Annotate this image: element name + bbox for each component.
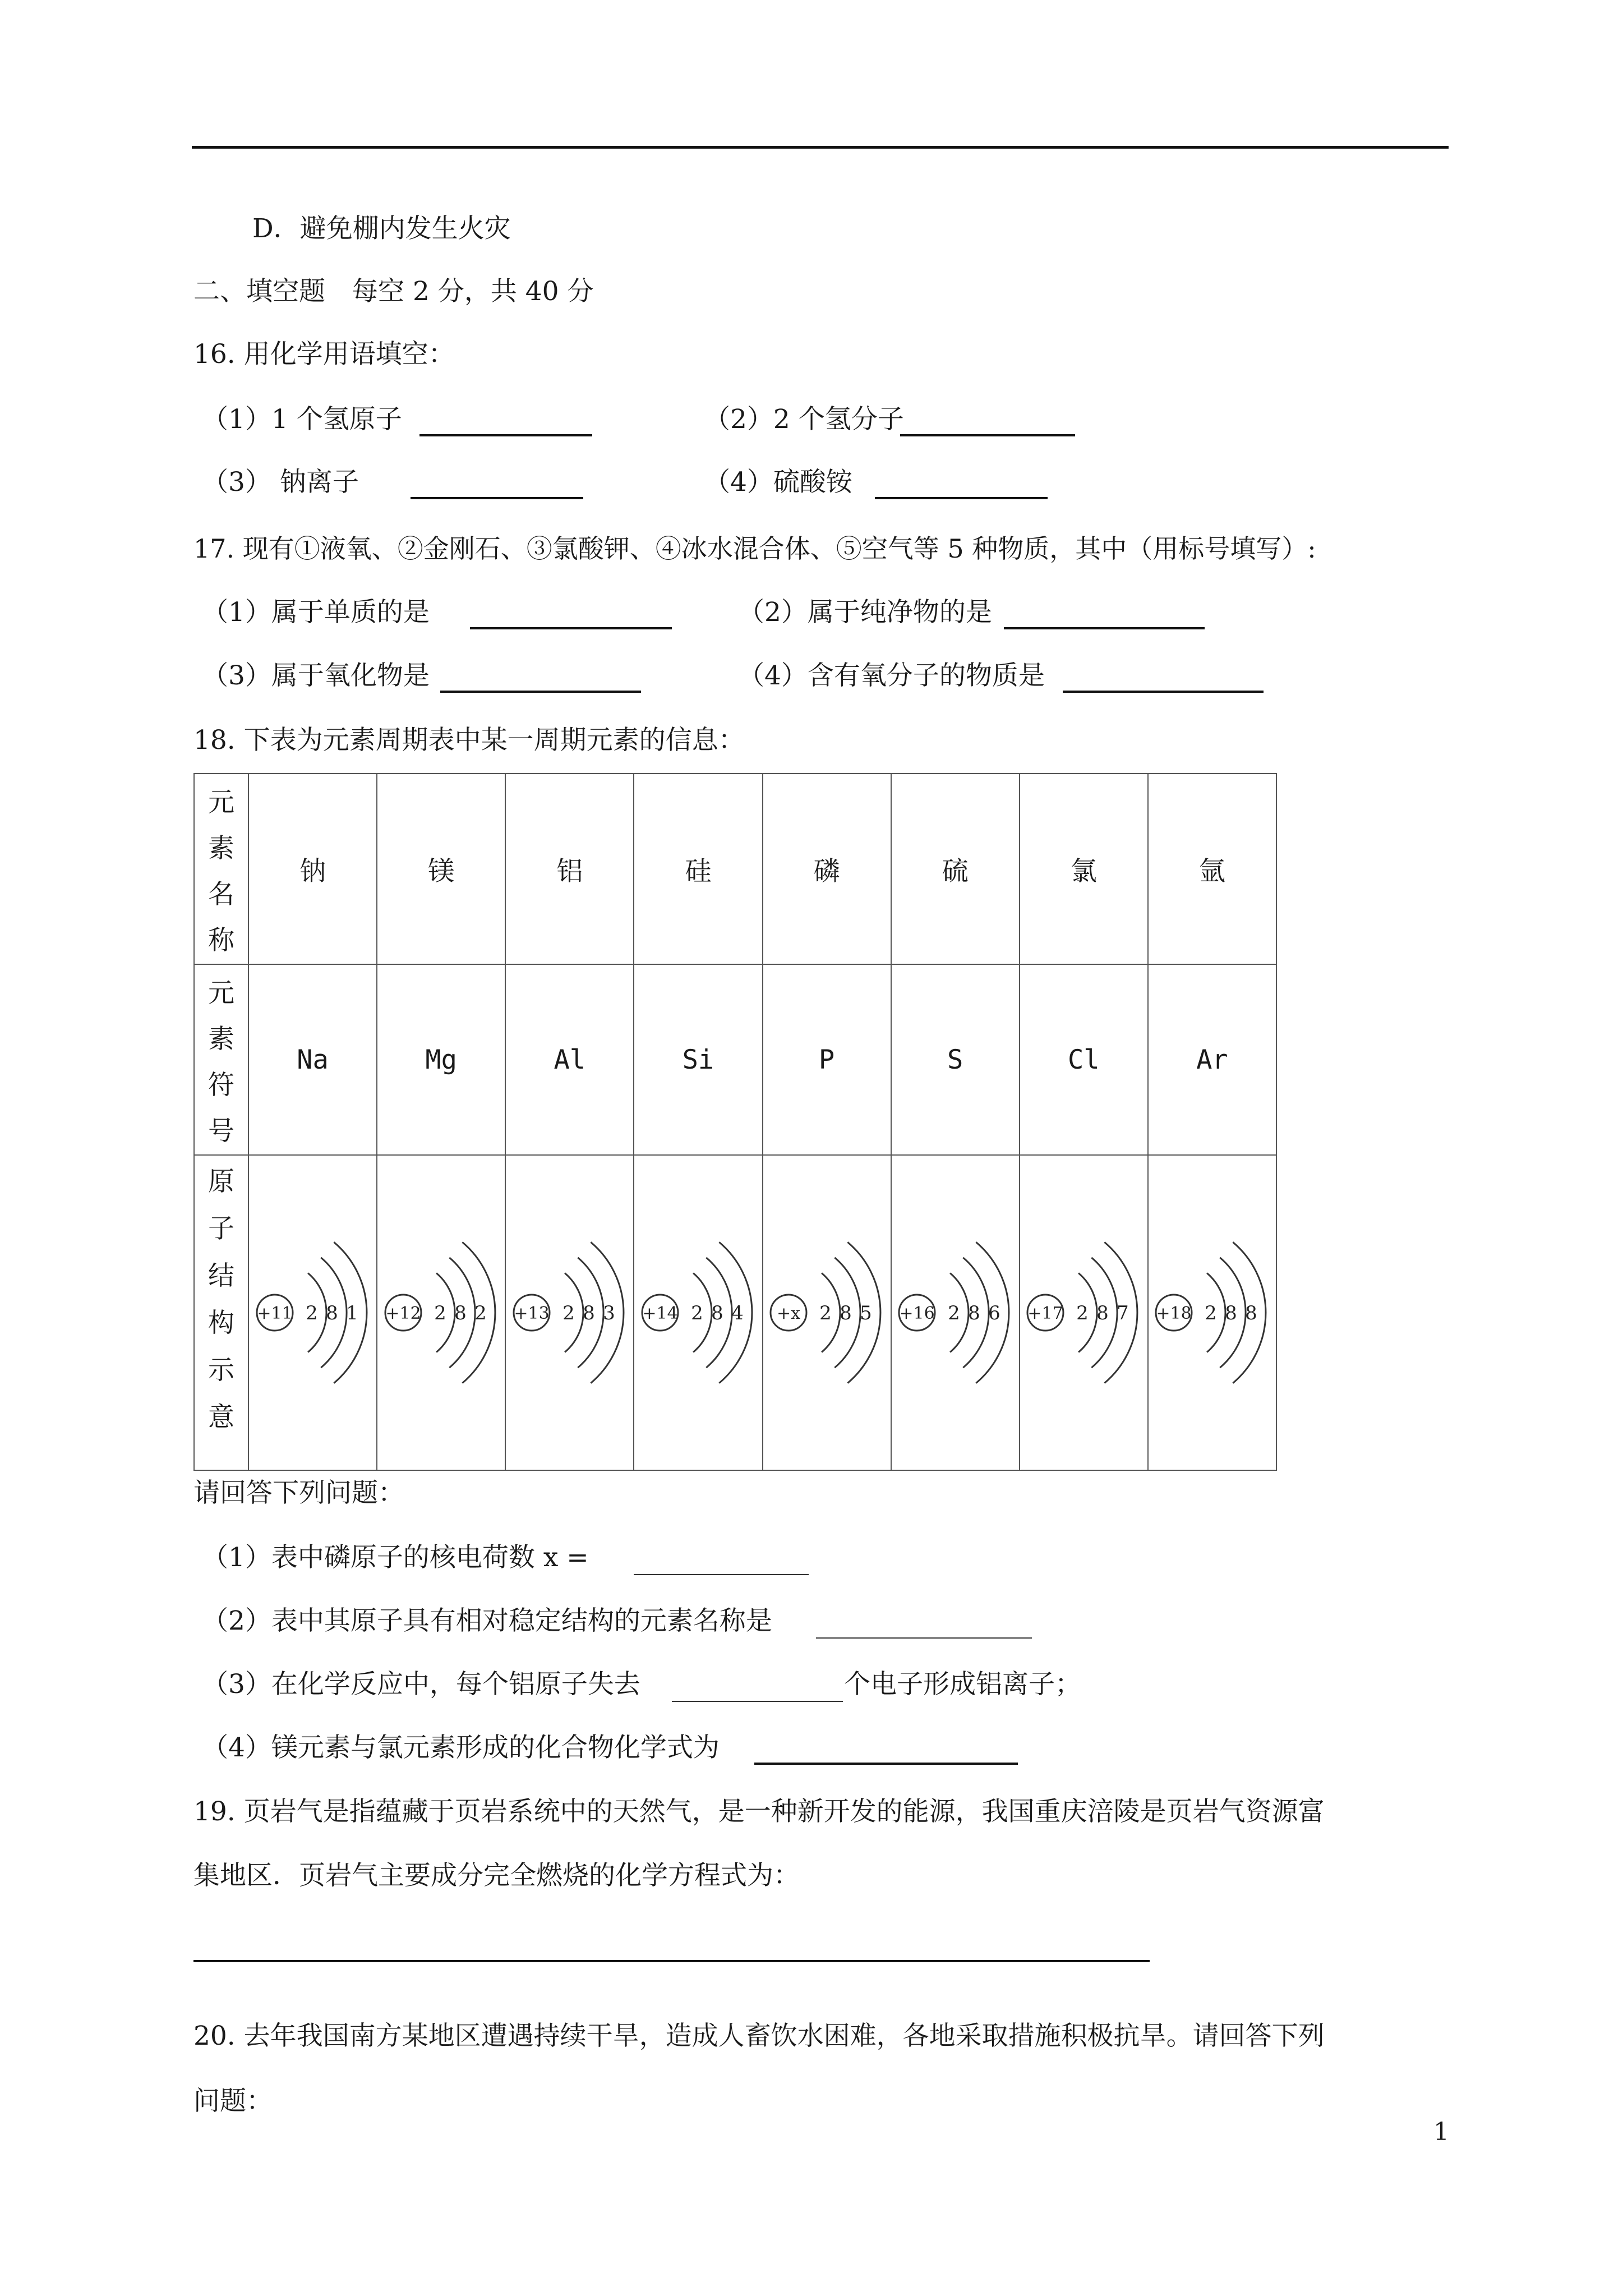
q18-sub-4	[202, 1731, 720, 1765]
symbol-p: P	[763, 964, 891, 1155]
name-phosphorus: 磷	[763, 774, 891, 964]
row-label-structure	[194, 1155, 248, 1470]
shell-electron-count: 3	[602, 1302, 615, 1324]
atom-diagram-si	[637, 1228, 760, 1397]
name-sulfur: 硫	[891, 774, 1020, 964]
atom-diagram-na	[251, 1228, 375, 1397]
name-argon: 氩	[1148, 774, 1276, 964]
page-number: 1	[1433, 2118, 1449, 2146]
shell-electron-count: 7	[1117, 1302, 1129, 1324]
q17-blank-3[interactable]	[440, 666, 641, 693]
q16-blank-1[interactable]	[419, 409, 592, 436]
q19-line-2: 集地区．页岩气主要成分完全燃烧的化学方程式为：	[193, 1860, 800, 1891]
q18-sub-3-suffix: 个电子形成铝离子；	[844, 1669, 1081, 1700]
shell-electron-count: 8	[582, 1302, 595, 1324]
nucleus-charge: +17	[1027, 1304, 1063, 1323]
shell-electron-count: 8	[1245, 1302, 1258, 1324]
q16-item-1	[202, 403, 402, 436]
q16-item-2	[704, 403, 904, 436]
shell-electron-count: 2	[691, 1302, 703, 1324]
q16-blank-3[interactable]	[411, 472, 583, 499]
atom-diagram-al	[508, 1228, 631, 1397]
atom-cell-s	[891, 1155, 1020, 1470]
q17-item-4-label: （4）含有氧分子的物质是	[738, 660, 1045, 691]
shell-electron-count: 2	[562, 1302, 575, 1324]
q18-blank-2[interactable]	[816, 1613, 1032, 1639]
nucleus-charge: +x	[777, 1304, 801, 1323]
q20-line-1: 20. 去年我国南方某地区遭遇持续干旱，造成人畜饮水困难，各地采取措施积极抗旱。请回答下列	[193, 2021, 1325, 2051]
q18-sub-2-label: （2）表中其原子具有相对稳定结构的元素名称是	[202, 1605, 772, 1636]
name-silicon: 硅	[634, 774, 762, 964]
nucleus-charge: +13	[514, 1304, 550, 1323]
q16-blank-4[interactable]	[875, 472, 1048, 499]
q17-item-1	[202, 596, 430, 629]
nucleus-charge: +11	[256, 1304, 293, 1323]
q18-sub-4-label: （4）镁元素与氯元素形成的化合物化学式为	[202, 1732, 720, 1763]
atom-cell-si	[634, 1155, 762, 1470]
row-label-char: 子	[208, 1213, 234, 1244]
shell-electron-count: 8	[325, 1302, 338, 1324]
row-label-char: 元	[208, 978, 234, 1009]
row-label-char: 称	[208, 925, 234, 956]
name-aluminum: 铝	[505, 774, 634, 964]
q16-stem: 16. 用化学用语填空：	[193, 339, 455, 370]
q18-blank-3[interactable]	[672, 1676, 843, 1702]
periodic-table	[193, 773, 1277, 1471]
shell-electron-count: 8	[711, 1302, 723, 1324]
shell-electron-count: 8	[1225, 1302, 1238, 1324]
q16-item-4	[704, 466, 852, 499]
atom-cell-p	[763, 1155, 891, 1470]
atom-cell-mg	[377, 1155, 505, 1470]
q17-stem: 17. 现有①液氧、②金刚石、③氯酸钾、④冰水混合体、⑤空气等 5 种物质，其中（用标号填写）:	[193, 533, 1316, 564]
row-label-symbol	[194, 964, 248, 1155]
symbol-s: S	[891, 964, 1020, 1155]
shell-electron-count: 8	[454, 1302, 467, 1324]
q16-item-3	[202, 466, 359, 499]
row-label-char: 原	[208, 1166, 234, 1197]
shell-electron-count: 5	[860, 1302, 872, 1324]
q17-blank-1[interactable]	[470, 602, 672, 629]
row-label-char: 素	[208, 833, 234, 864]
row-label-char: 素	[208, 1024, 234, 1055]
shell-electron-count: 6	[988, 1302, 1001, 1324]
shell-electron-count: 1	[345, 1302, 358, 1324]
q20-line-2: 问题：	[193, 2086, 273, 2116]
atom-cell-ar	[1148, 1155, 1276, 1470]
name-magnesium: 镁	[377, 774, 505, 964]
q16-blank-2[interactable]	[900, 409, 1075, 436]
symbol-cl: Cl	[1020, 964, 1148, 1155]
atom-diagram-s	[893, 1228, 1017, 1397]
q18-sub-2	[202, 1604, 772, 1638]
shell-electron-count: 8	[840, 1302, 852, 1324]
row-element-symbol	[194, 964, 1276, 1155]
q17-item-3	[202, 659, 430, 693]
shell-electron-count: 8	[968, 1302, 981, 1324]
row-label-char: 构	[208, 1308, 234, 1338]
atom-cell-na	[248, 1155, 377, 1470]
q18-blank-4[interactable]	[754, 1738, 1018, 1765]
q19-answer-line[interactable]	[193, 1960, 1150, 1962]
atom-cell-cl	[1020, 1155, 1148, 1470]
nucleus-charge: +14	[642, 1304, 678, 1323]
q16-item-3-label: （3） 钠离子	[202, 467, 359, 498]
q17-item-4	[738, 659, 1045, 693]
q17-item-3-label: （3）属于氧化物是	[202, 660, 430, 691]
row-atomic-structure	[194, 1155, 1276, 1470]
atom-diagram-mg	[380, 1228, 503, 1397]
symbol-si: Si	[634, 964, 762, 1155]
q16-item-4-label: （4）硫酸铵	[704, 467, 852, 498]
symbol-mg: Mg	[377, 964, 505, 1155]
shell-electron-count: 2	[1076, 1302, 1089, 1324]
q19-line-1: 19. 页岩气是指蕴藏于页岩系统中的天然气，是一种新开发的能源，我国重庆涪陵是页岩气资源富	[193, 1796, 1325, 1827]
row-label-char: 名	[208, 879, 234, 910]
row-label-char: 符	[208, 1070, 234, 1101]
q15-option-d: D．避免棚内发生火灾	[252, 213, 511, 244]
q17-item-2-label: （2）属于纯净物的是	[738, 597, 992, 628]
q16-item-2-label: （2）2 个氢分子	[704, 404, 904, 435]
section-title: 二、填空题 每空 2 分，共 40 分	[193, 276, 594, 307]
row-label-char: 元	[208, 787, 234, 818]
q18-sub-3-label: （3）在化学反应中，每个铝原子失去	[202, 1669, 640, 1700]
q18-stem: 18. 下表为元素周期表中某一周期元素的信息：	[193, 725, 745, 756]
q18-sub-3	[202, 1668, 640, 1701]
atom-diagram-ar	[1150, 1228, 1274, 1397]
row-element-name	[194, 774, 1276, 964]
row-label-char: 意	[208, 1402, 234, 1433]
header-rule	[192, 146, 1449, 149]
shell-electron-count: 2	[948, 1302, 961, 1324]
symbol-al: Al	[505, 964, 634, 1155]
symbol-na: Na	[248, 964, 377, 1155]
q17-item-1-label: （1）属于单质的是	[202, 597, 430, 628]
nucleus-charge: +12	[385, 1304, 421, 1323]
nucleus-charge: +16	[899, 1304, 935, 1323]
q18-sub-1-label: （1）表中磷原子的核电荷数 x =	[202, 1542, 589, 1573]
row-label-name	[194, 774, 248, 964]
row-label-char: 结	[208, 1260, 234, 1291]
q17-blank-2[interactable]	[1004, 602, 1205, 629]
atom-cell-al	[505, 1155, 634, 1470]
shell-electron-count: 2	[305, 1302, 318, 1324]
shell-electron-count: 2	[1205, 1302, 1218, 1324]
q16-item-1-label: （1）1 个氢原子	[202, 404, 402, 435]
symbol-ar: Ar	[1148, 964, 1276, 1155]
q17-blank-4[interactable]	[1063, 666, 1264, 693]
nucleus-charge: +18	[1156, 1304, 1192, 1323]
atom-diagram-cl	[1022, 1228, 1145, 1397]
q18-sub-1	[202, 1541, 589, 1575]
shell-electron-count: 2	[474, 1302, 487, 1324]
q17-item-2	[738, 596, 992, 629]
name-chlorine: 氯	[1020, 774, 1148, 964]
row-label-char: 示	[208, 1355, 234, 1386]
shell-electron-count: 2	[434, 1302, 446, 1324]
shell-electron-count: 4	[731, 1302, 744, 1324]
shell-electron-count: 2	[819, 1302, 832, 1324]
q18-prompt: 请回答下列问题：	[193, 1478, 404, 1508]
row-label-char: 号	[208, 1116, 234, 1147]
atom-diagram-p	[765, 1228, 888, 1397]
q18-blank-1[interactable]	[634, 1549, 809, 1575]
name-sodium: 钠	[248, 774, 377, 964]
shell-electron-count: 8	[1096, 1302, 1109, 1324]
